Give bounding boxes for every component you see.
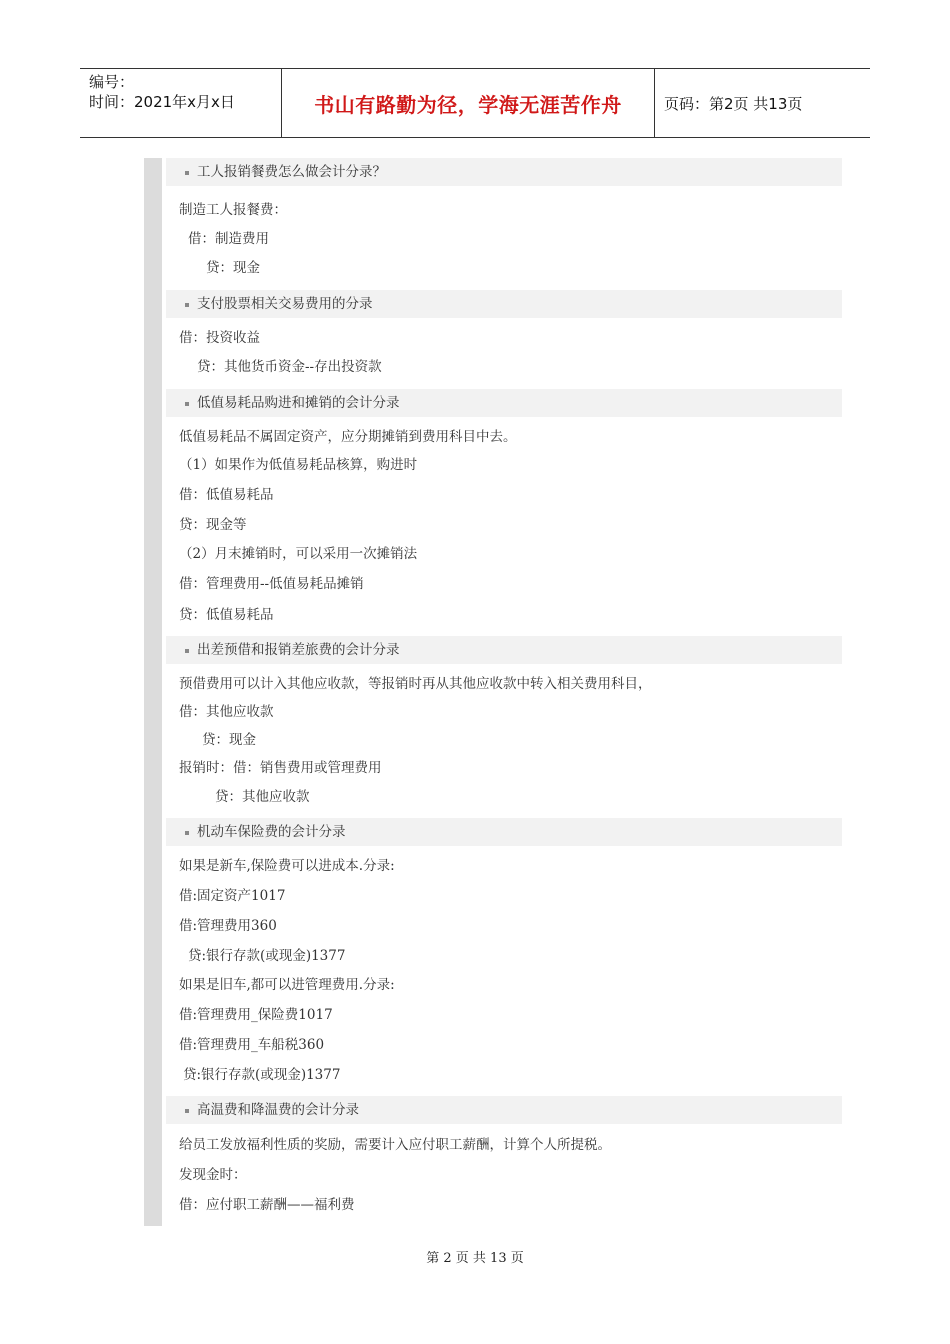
text-line: 借：管理费用--低值易耗品摊销 (179, 576, 364, 592)
text-line: 制造工人报餐费： (179, 202, 287, 218)
text-line: 借：其他应收款 (179, 704, 274, 720)
page-footer: 第 2 页 共 13 页 (426, 1251, 524, 1266)
text-line: 给员工发放福利性质的奖励，需要计入应付职工薪酬，计算个人所提税。 (179, 1137, 611, 1153)
section-heading (166, 818, 842, 846)
motto-text: 书山有路勤为径，学海无涯苦作舟 (314, 92, 622, 117)
text-line: 如果是旧车,都可以进管理费用.分录: (179, 977, 395, 993)
document-header (80, 68, 870, 138)
text-line: 借:固定资产1017 (179, 888, 286, 904)
text-line: 借：制造费用 (188, 231, 269, 247)
text-line: 贷:银行存款(或现金)1377 (183, 1067, 341, 1083)
section-heading-text: 出差预借和报销差旅费的会计分录 (197, 642, 400, 658)
text-line: 贷：其他货币资金--存出投资款 (197, 359, 382, 375)
section-heading-text: 支付股票相关交易费用的分录 (197, 296, 373, 312)
text-line: 预借费用可以计入其他应收款，等报销时再从其他应收款中转入相关费用科目， (179, 676, 652, 692)
text-line: 低值易耗品不属固定资产，应分期摊销到费用科目中去。 (179, 429, 517, 445)
section-heading-text: 机动车保险费的会计分录 (197, 824, 346, 840)
header-meta-cell (80, 69, 282, 137)
text-line: （2）月末摊销时，可以采用一次摊销法 (179, 546, 418, 562)
text-line: 贷:银行存款(或现金)1377 (188, 948, 346, 964)
section-heading-text: 高温费和降温费的会计分录 (197, 1102, 359, 1118)
content-left-bar (144, 158, 162, 1226)
text-line: 借:管理费用360 (179, 918, 277, 934)
bullet-icon (185, 649, 189, 653)
bullet-icon (185, 402, 189, 406)
header-motto-cell (282, 69, 655, 137)
text-line: 贷：现金等 (179, 517, 247, 533)
text-line: 贷：现金 (202, 732, 256, 748)
text-line: 贷：其他应收款 (215, 789, 310, 805)
text-line: 借:管理费用_车船税360 (179, 1037, 325, 1053)
section-heading (166, 389, 842, 417)
text-line: （1）如果作为低值易耗品核算，购进时 (179, 457, 418, 473)
document-date: 时间：2021年x月x日 (89, 93, 235, 111)
bullet-icon (185, 171, 189, 175)
text-line: 贷：低值易耗品 (179, 607, 274, 623)
bullet-icon (185, 303, 189, 307)
section-heading (166, 158, 842, 186)
text-line: 报销时：借：销售费用或管理费用 (179, 760, 382, 776)
bullet-icon (185, 1109, 189, 1113)
page-info: 页码：第2页 共13页 (664, 94, 803, 113)
text-line: 发现金时： (179, 1167, 247, 1183)
header-page-cell (655, 69, 870, 137)
section-heading (166, 636, 842, 664)
section-heading (166, 1096, 842, 1124)
text-line: 借：应付职工薪酬——福利费 (179, 1197, 355, 1213)
section-heading (166, 290, 842, 318)
text-line: 借：低值易耗品 (179, 487, 274, 503)
section-heading-text: 低值易耗品购进和摊销的会计分录 (197, 395, 400, 411)
bullet-icon (185, 831, 189, 835)
section-heading-text: 工人报销餐费怎么做会计分录？ (197, 164, 386, 180)
text-line: 贷：现金 (206, 260, 260, 276)
text-line: 如果是新车,保险费可以进成本.分录: (179, 858, 395, 874)
document-number-label: 编号： (89, 73, 135, 91)
text-line: 借：投资收益 (179, 330, 260, 346)
text-line: 借:管理费用_保险费1017 (179, 1007, 333, 1023)
